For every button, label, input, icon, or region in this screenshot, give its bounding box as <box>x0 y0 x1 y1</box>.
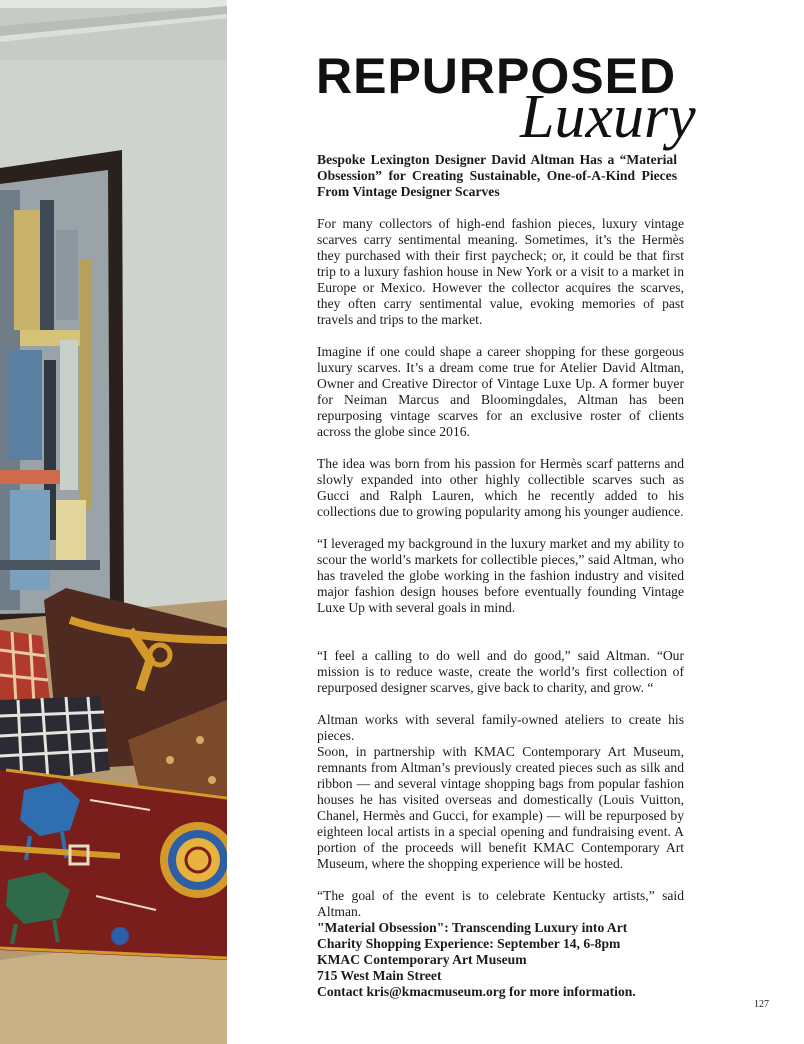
event-datetime: Charity Shopping Experience: September 14, 6-8pm <box>317 936 621 951</box>
event-title: "Material Obsession": Transcending Luxury into Art <box>317 920 628 935</box>
page-number: 127 <box>754 999 769 1010</box>
article-title: REPURPOSED <box>316 48 677 104</box>
body-paragraph: For many collectors of high-end fashion pieces, luxury vintage scarves carry sentimental meaning. Sometimes, it’s the Hermès they purchased with their first paycheck; or, it could be that first trip to a luxury fashion house in New York or a visit to a market in Europe or Mexico. However the collector acquires the scarves, they often carry sentimental value, evoking memories of past travels and trips to the market. <box>317 216 684 327</box>
event-venue: KMAC Contemporary Art Museum <box>317 952 527 967</box>
body-paragraph: Imagine if one could shape a career shopping for these gorgeous luxury scarves. It’s a dream come true for Atelier David Altman, Owner and Creative Director of Vintage Luxe Up. A former buyer for Neiman Marcus and Bloomingdales, Altman has been repurposing vintage scarves for an exclusive roster of clients across the globe since 2016. <box>317 344 684 439</box>
body-paragraph: Altman works with several family-owned ateliers to create his pieces. <box>317 712 684 743</box>
scarf-pillows-illustration <box>0 0 227 1044</box>
body-paragraph: “The goal of the event is to celebrate Kentucky artists,” said Altman. <box>317 888 684 919</box>
event-address: 715 West Main Street <box>317 968 442 983</box>
body-paragraph: “I feel a calling to do well and do good,” said Altman. “Our mission is to reduce waste, create the world’s first collection of repurposed designer scarves, give back to charity, and grow. “ <box>317 648 684 695</box>
event-contact: Contact kris@kmacmuseum.org for more information. <box>317 984 636 999</box>
event-details <box>317 920 697 1000</box>
article-subtitle: Bespoke Lexington Designer David Altman Has a “Material Obsession” for Creating Sustainable, One-of-A-Kind Pieces From Vintage Designer Scarves <box>317 152 677 199</box>
article-title-script: Luxury <box>520 83 696 151</box>
body-paragraph: Soon, in partnership with KMAC Contemporary Art Museum, remnants from Altman’s previously created pieces such as silk and ribbon — and several vintage shopping bags from popular fashion houses he has visited overseas and domestically (Louis Vuitton, Chanel, Hermès and Gucci, for example) — will be repurposed by eighteen local artists in a special opening and fundraising event. A portion of the proceeds will benefit KMAC Contemporary Art Museum, where the shopping experience will be hosted. <box>317 744 684 871</box>
interior-photo <box>0 0 227 1044</box>
body-paragraph: The idea was born from his passion for Hermès scarf patterns and slowly expanded into other highly collectible scarves such as Gucci and Ralph Lauren, which he recently added to his collections due to growing popularity among his younger audience. <box>317 456 684 519</box>
body-paragraph: “I leveraged my background in the luxury market and my ability to scour the world’s markets for collectible pieces,” said Altman, who has traveled the globe working in the fashion industry and visited major fashion design houses before eventually founding Vintage Luxe Up with several goals in mind. <box>317 536 684 615</box>
